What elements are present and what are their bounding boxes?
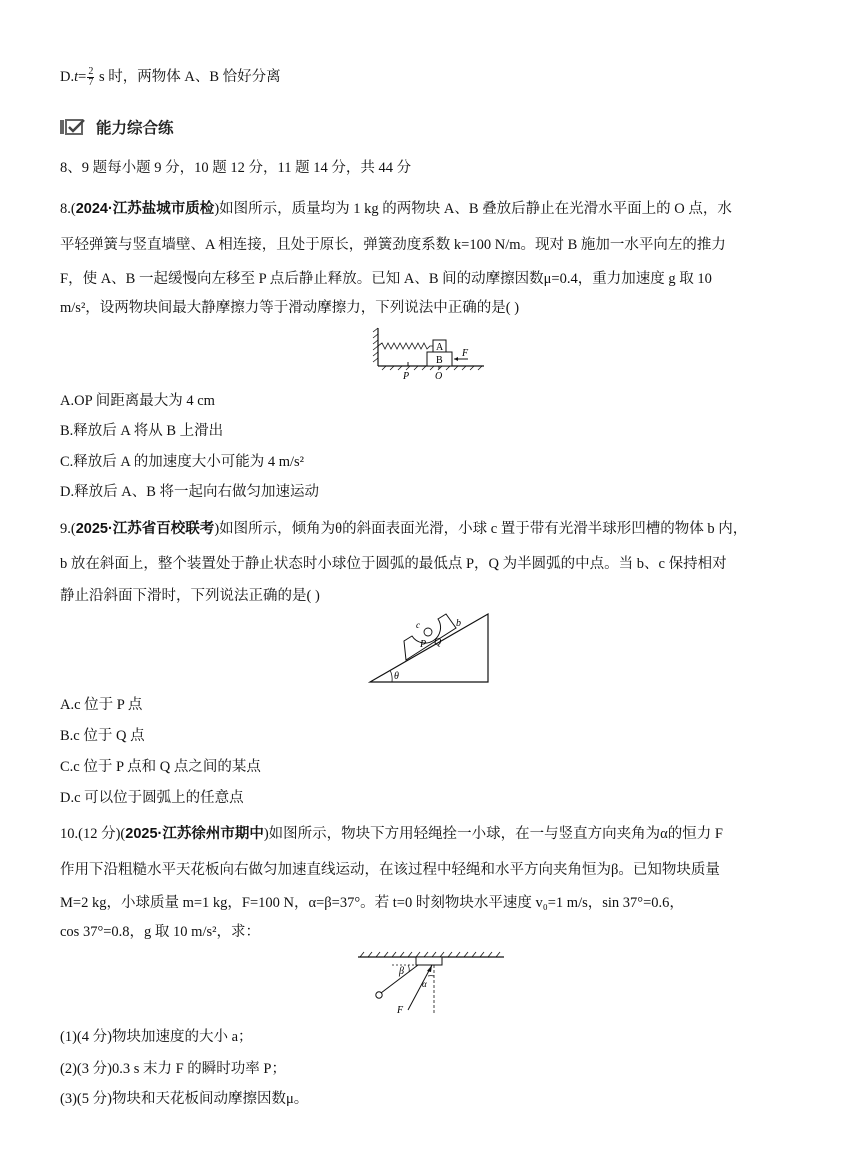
label-theta: θ xyxy=(394,671,399,682)
q8-stem-line-2: 平轻弹簧与竖直墙壁、A 相连接，且处于原长，弹簧劲度系数 k=100 N/m。现对 B 施加一水平向左的推力 xyxy=(60,237,726,253)
q8-option-d: D.释放后 A、B 将一起向右做匀加速运动 xyxy=(60,484,319,500)
section-scoring: 8、9 题每小题 9 分，10 题 12 分，11 题 14 分，共 44 分 xyxy=(60,160,412,176)
variable-t: t xyxy=(74,69,79,85)
q9-option-b: B.c 位于 Q 点 xyxy=(60,728,145,744)
q8-stem-line-4: m/s²，设两物块间最大静摩擦力等于滑动摩擦力，下列说法中正确的是( ) xyxy=(60,300,520,316)
q8-stem-line-3: F，使 A、B 一起缓慢向左移至 P 点后静止释放。已知 A、B 间的动摩擦因数μ=0.4，重力加速度 g 取 10 xyxy=(60,271,712,287)
question-source: 2024·江苏盐城市质检 xyxy=(75,201,215,217)
q10-stem-line-2: 作用下沿粗糙水平天花板向右做匀加速直线运动，在该过程中轻绳和水平方向夹角恒为β。已知物块质量 xyxy=(60,862,720,878)
label-f: F xyxy=(462,348,469,359)
q10-figure xyxy=(356,950,506,1016)
q9-stem-line-3: 静止沿斜面下滑时，下列说法正确的是( ) xyxy=(60,588,320,604)
label-beta: β xyxy=(399,966,404,977)
section-header xyxy=(60,116,174,138)
q10-stem-line-1 xyxy=(60,824,723,844)
label-b: B xyxy=(436,355,443,366)
label-alpha: α xyxy=(422,979,427,989)
stem-text: )如图所示，物块下方用轻绳拴一小球，在一与竖直方向夹角为α的恒力 F xyxy=(263,826,723,842)
q8-stem-line-1 xyxy=(60,199,732,219)
q9-option-d: D.c 可以位于圆弧上的任意点 xyxy=(60,790,244,806)
q7-option-d xyxy=(60,67,281,88)
q9-figure xyxy=(368,612,492,684)
option-prefix: D. xyxy=(60,69,75,85)
q8-figure xyxy=(372,326,492,382)
q10-subquestion-3: (3)(5 分)物块和天花板间动摩擦因数μ。 xyxy=(60,1091,309,1107)
question-number: 10.(12 分)( xyxy=(60,826,126,842)
q10-stem-line-3: M=2 kg，小球质量 m=1 kg，F=100 N，α=β=37°。若 t=0 时刻物块水平速度 v₀=1 m/s，sin 37°=0.6， xyxy=(60,895,684,911)
question-number: 8.( xyxy=(60,201,76,217)
label-o: O xyxy=(435,371,443,382)
q8-option-a: A.OP 间距离最大为 4 cm xyxy=(60,393,215,409)
label-a: A xyxy=(436,342,444,353)
q9-option-a: A.c 位于 P 点 xyxy=(60,697,143,713)
fraction-numerator: 2 xyxy=(88,66,94,78)
fraction xyxy=(87,67,94,88)
fraction-denominator: 7 xyxy=(88,77,94,89)
question-source: 2025·江苏省百校联考 xyxy=(75,521,215,537)
q8-option-c: C.释放后 A 的加速度大小可能为 4 m/s² xyxy=(60,454,305,470)
label-p: P xyxy=(403,371,410,382)
stem-text: )如图所示，倾角为θ的斜面表面光滑，小球 c 置于带有光滑半球形凹槽的物体 b 内， xyxy=(214,521,748,537)
q9-option-c: C.c 位于 P 点和 Q 点之间的某点 xyxy=(60,759,261,775)
stem-text: )如图所示，质量均为 1 kg 的两物块 A、B 叠放后静止在光滑水平面上的 O 点，水 xyxy=(214,201,732,217)
q8-option-b: B.释放后 A 将从 B 上滑出 xyxy=(60,423,224,439)
option-text: s 时，两物体 A、B 恰好分离 xyxy=(95,69,281,85)
label-q: Q xyxy=(434,637,442,648)
question-number: 9.( xyxy=(60,521,76,537)
q10-subquestion-2: (2)(3 分)0.3 s 末力 F 的瞬时功率 P； xyxy=(60,1061,286,1077)
checklist-icon xyxy=(60,119,90,135)
label-f: F xyxy=(397,1005,404,1016)
label-b: b xyxy=(456,618,461,629)
q9-stem-line-1 xyxy=(60,519,747,539)
q9-stem-line-2: b 放在斜面上，整个装置处于静止状态时小球位于圆弧的最低点 P，Q 为半圆弧的中点。当 b、c 保持相对 xyxy=(60,556,727,572)
q10-subquestion-1: (1)(4 分)物块加速度的大小 a； xyxy=(60,1029,253,1045)
q10-stem-line-4: cos 37°=0.8，g 取 10 m/s²，求： xyxy=(60,924,260,940)
question-source: 2025·江苏徐州市期中 xyxy=(125,826,264,842)
label-p: P xyxy=(420,639,427,650)
label-c: c xyxy=(416,620,420,630)
section-title: 能力综合练 xyxy=(96,120,174,137)
equals-sign: = xyxy=(78,69,87,85)
